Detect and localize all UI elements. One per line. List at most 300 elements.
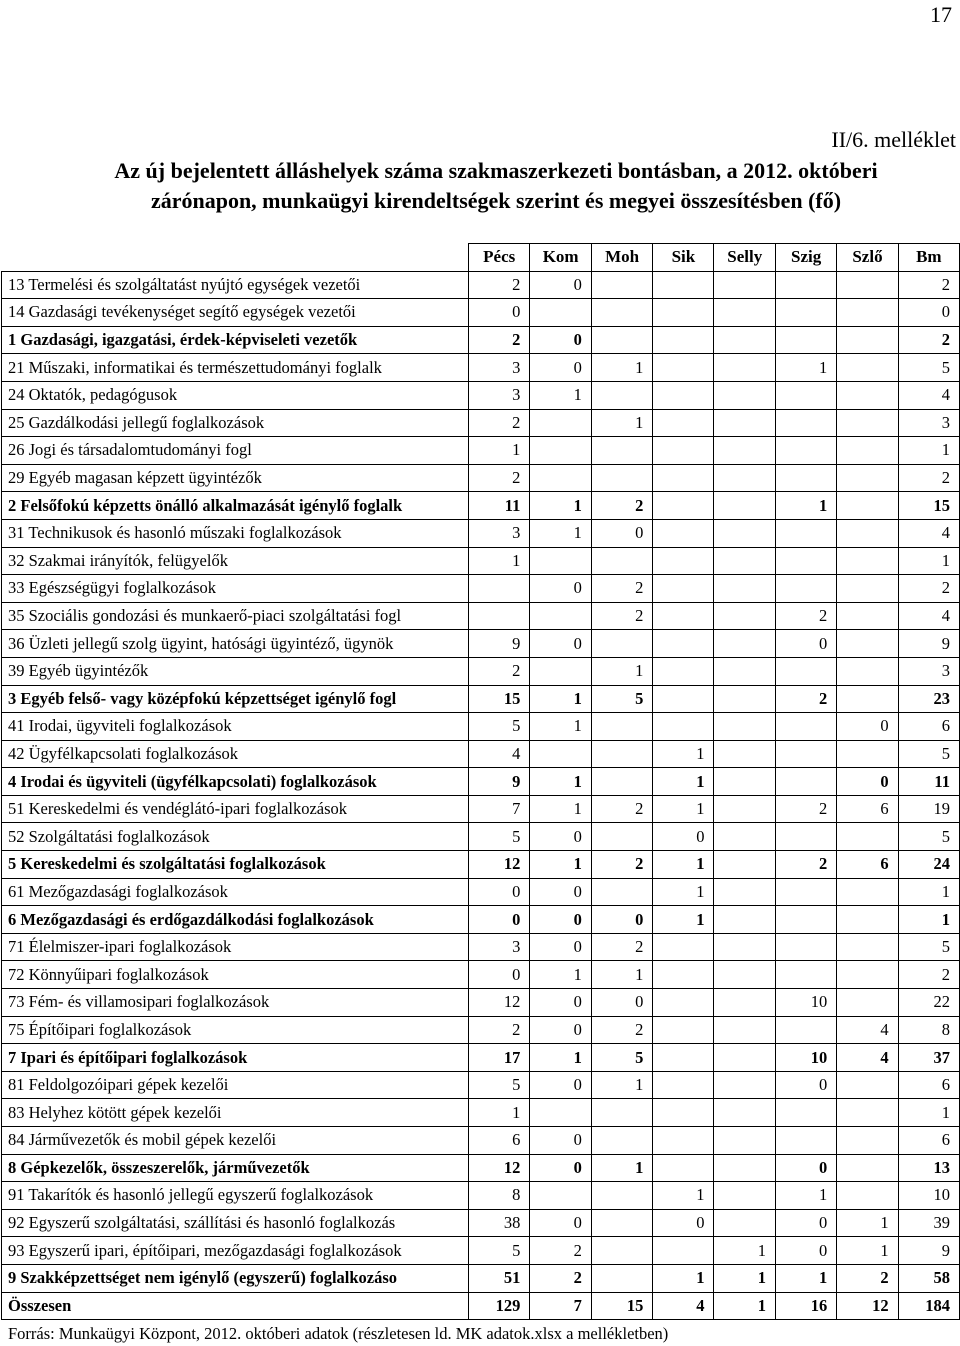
value-cell: 1 (591, 657, 652, 685)
value-cell: 6 (898, 713, 959, 741)
value-cell: 5 (898, 933, 959, 961)
value-cell: 1 (530, 851, 592, 879)
value-cell (714, 1154, 775, 1182)
value-cell (837, 1099, 898, 1127)
value-cell (653, 437, 714, 465)
column-header: Szig (775, 244, 836, 272)
value-cell: 3 (898, 409, 959, 437)
value-cell: 58 (898, 1264, 959, 1292)
value-cell (530, 602, 592, 630)
value-cell (837, 492, 898, 520)
value-cell: 6 (469, 1127, 530, 1155)
value-cell (653, 630, 714, 658)
value-cell (837, 657, 898, 685)
value-cell: 1 (775, 1264, 836, 1292)
value-cell: 1 (469, 1099, 530, 1127)
value-cell: 4 (898, 602, 959, 630)
row-label: 3 Egyéb felső- vagy középfokú képzettséget igénylő fogl (2, 685, 469, 713)
value-cell: 0 (591, 989, 652, 1017)
value-cell (775, 381, 836, 409)
value-cell (653, 575, 714, 603)
value-cell: 0 (530, 989, 592, 1017)
table-row (2, 1016, 960, 1044)
value-cell: 1 (591, 409, 652, 437)
value-cell: 1 (775, 492, 836, 520)
value-cell (591, 713, 652, 741)
row-label: 81 Feldolgozóipari gépek kezelői (2, 1071, 469, 1099)
value-cell (714, 851, 775, 879)
value-cell (714, 326, 775, 354)
source-note: Forrás: Munkaügyi Központ, 2012. októberi adatok (részletesen ld. MK adatok.xlsx a mellékletben) (8, 1324, 669, 1343)
value-cell: 2 (775, 685, 836, 713)
table-row (2, 326, 960, 354)
value-cell (837, 878, 898, 906)
value-cell: 9 (469, 768, 530, 796)
value-cell (530, 464, 592, 492)
row-label: 71 Élelmiszer-ipari foglalkozások (2, 933, 469, 961)
value-cell: 2 (775, 851, 836, 879)
value-cell: 19 (898, 795, 959, 823)
value-cell: 0 (591, 906, 652, 934)
row-label: 25 Gazdálkodási jellegű foglalkozások (2, 409, 469, 437)
value-cell: 1 (898, 878, 959, 906)
value-cell: 24 (898, 851, 959, 879)
value-cell: 2 (775, 602, 836, 630)
value-cell (591, 464, 652, 492)
value-cell (653, 299, 714, 327)
column-header: Selly (714, 244, 775, 272)
value-cell (775, 326, 836, 354)
row-label: 1 Gazdasági, igazgatási, érdek-képviseleti vezetők (2, 326, 469, 354)
value-cell (591, 437, 652, 465)
document-title (46, 156, 946, 216)
row-label: 83 Helyhez kötött gépek kezelői (2, 1099, 469, 1127)
value-cell: 0 (530, 933, 592, 961)
column-header: Pécs (469, 244, 530, 272)
page-number: 17 (930, 2, 952, 27)
value-cell: 0 (591, 519, 652, 547)
value-cell: 2 (898, 961, 959, 989)
value-cell (653, 602, 714, 630)
value-cell (714, 657, 775, 685)
value-cell: 1 (530, 519, 592, 547)
value-cell (714, 713, 775, 741)
table-row (2, 906, 960, 934)
value-cell (837, 381, 898, 409)
value-cell (653, 961, 714, 989)
value-cell (469, 602, 530, 630)
value-cell (837, 271, 898, 299)
value-cell: 0 (469, 906, 530, 934)
value-cell (775, 657, 836, 685)
value-cell (653, 989, 714, 1017)
value-cell (775, 1127, 836, 1155)
row-label: 7 Ipari és építőipari foglalkozások (2, 1044, 469, 1072)
value-cell: 0 (530, 878, 592, 906)
header-corner (2, 244, 469, 272)
value-cell: 2 (898, 271, 959, 299)
table-row (2, 1127, 960, 1155)
value-cell (837, 740, 898, 768)
column-header: Bm (898, 244, 959, 272)
value-cell: 15 (591, 1292, 652, 1320)
value-cell (837, 1154, 898, 1182)
row-label: 42 Ügyfélkapcsolati foglalkozások (2, 740, 469, 768)
value-cell: 5 (591, 1044, 652, 1072)
value-cell: 12 (837, 1292, 898, 1320)
value-cell (714, 409, 775, 437)
table-row (2, 437, 960, 465)
value-cell (591, 271, 652, 299)
table-row (2, 1099, 960, 1127)
value-cell (775, 906, 836, 934)
value-cell (714, 878, 775, 906)
table-row (2, 271, 960, 299)
value-cell (653, 713, 714, 741)
row-label: 33 Egészségügyi foglalkozások (2, 575, 469, 603)
value-cell (775, 437, 836, 465)
table-row (2, 1154, 960, 1182)
value-cell: 2 (591, 575, 652, 603)
value-cell: 2 (469, 657, 530, 685)
row-label: 84 Járművezetők és mobil gépek kezelői (2, 1127, 469, 1155)
row-label: 26 Jogi és társadalomtudományi fogl (2, 437, 469, 465)
annex-label: II/6. melléklet (831, 127, 956, 152)
row-label: 8 Gépkezelők, összeszerelők, járművezetők (2, 1154, 469, 1182)
value-cell: 0 (530, 823, 592, 851)
value-cell (591, 1237, 652, 1265)
row-label: 35 Szociális gondozási és munkaerő-piaci szolgáltatási fogl (2, 602, 469, 630)
value-cell: 1 (714, 1292, 775, 1320)
value-cell: 7 (469, 795, 530, 823)
row-label: 29 Egyéb magasan képzett ügyintézők (2, 464, 469, 492)
value-cell: 2 (469, 326, 530, 354)
value-cell (775, 823, 836, 851)
value-cell: 129 (469, 1292, 530, 1320)
value-cell (837, 354, 898, 382)
value-cell (775, 464, 836, 492)
value-cell: 10 (775, 989, 836, 1017)
value-cell: 0 (775, 1154, 836, 1182)
value-cell: 4 (898, 381, 959, 409)
table-row (2, 657, 960, 685)
value-cell (714, 602, 775, 630)
value-cell (591, 1099, 652, 1127)
value-cell (775, 1016, 836, 1044)
value-cell: 2 (530, 1237, 592, 1265)
table-row (2, 547, 960, 575)
value-cell: 1 (530, 713, 592, 741)
value-cell: 2 (469, 1016, 530, 1044)
value-cell: 2 (591, 795, 652, 823)
value-cell: 2 (591, 933, 652, 961)
value-cell (837, 326, 898, 354)
value-cell: 3 (469, 519, 530, 547)
value-cell: 0 (898, 299, 959, 327)
value-cell (775, 961, 836, 989)
value-cell (530, 299, 592, 327)
value-cell (530, 437, 592, 465)
value-cell: 2 (898, 326, 959, 354)
value-cell (837, 933, 898, 961)
value-cell: 0 (530, 575, 592, 603)
value-cell: 1 (775, 1182, 836, 1210)
value-cell (653, 1237, 714, 1265)
value-cell (775, 409, 836, 437)
value-cell: 15 (469, 685, 530, 713)
row-label: 93 Egyszerű ipari, építőipari, mezőgazdasági foglalkozások (2, 1237, 469, 1265)
row-label: 72 Könnyűipari foglalkozások (2, 961, 469, 989)
value-cell: 2 (530, 1264, 592, 1292)
value-cell: 5 (898, 354, 959, 382)
value-cell: 184 (898, 1292, 959, 1320)
value-cell (653, 326, 714, 354)
row-label: 61 Mezőgazdasági foglalkozások (2, 878, 469, 906)
value-cell: 0 (530, 326, 592, 354)
value-cell: 11 (469, 492, 530, 520)
value-cell: 0 (469, 961, 530, 989)
value-cell (775, 519, 836, 547)
value-cell (591, 823, 652, 851)
value-cell: 2 (469, 271, 530, 299)
table-row (2, 823, 960, 851)
value-cell: 1 (591, 1071, 652, 1099)
value-cell (714, 575, 775, 603)
column-header: Moh (591, 244, 652, 272)
value-cell: 5 (898, 823, 959, 851)
value-cell (714, 740, 775, 768)
value-cell: 13 (898, 1154, 959, 1182)
value-cell (714, 630, 775, 658)
value-cell (591, 878, 652, 906)
value-cell (714, 1016, 775, 1044)
value-cell (653, 685, 714, 713)
value-cell (653, 1016, 714, 1044)
value-cell: 2 (898, 575, 959, 603)
value-cell: 1 (898, 906, 959, 934)
value-cell (591, 1127, 652, 1155)
value-cell (775, 768, 836, 796)
value-cell: 1 (530, 492, 592, 520)
value-cell: 1 (837, 1209, 898, 1237)
value-cell: 39 (898, 1209, 959, 1237)
table-row (2, 933, 960, 961)
value-cell (837, 1071, 898, 1099)
value-cell (775, 1099, 836, 1127)
value-cell (837, 685, 898, 713)
value-cell: 22 (898, 989, 959, 1017)
row-label: 9 Szakképzettséget nem igénylő (egyszerű) foglalkozáso (2, 1264, 469, 1292)
value-cell: 12 (469, 851, 530, 879)
value-cell: 4 (469, 740, 530, 768)
table-body (2, 271, 960, 1320)
value-cell (775, 299, 836, 327)
row-label: 14 Gazdasági tevékenységet segítő egységek vezetői (2, 299, 469, 327)
value-cell: 17 (469, 1044, 530, 1072)
value-cell (653, 657, 714, 685)
table-row (2, 1264, 960, 1292)
row-label: 92 Egyszerű szolgáltatási, szállítási és hasonló foglalkozás (2, 1209, 469, 1237)
value-cell: 1 (653, 851, 714, 879)
value-cell (530, 1099, 592, 1127)
value-cell: 5 (469, 1237, 530, 1265)
value-cell: 1 (714, 1264, 775, 1292)
value-cell (775, 713, 836, 741)
value-cell: 6 (837, 851, 898, 879)
value-cell: 0 (530, 1016, 592, 1044)
value-cell: 7 (530, 1292, 592, 1320)
value-cell: 3 (469, 354, 530, 382)
table-row (2, 409, 960, 437)
value-cell: 11 (898, 768, 959, 796)
value-cell: 6 (837, 795, 898, 823)
value-cell: 0 (530, 1209, 592, 1237)
value-cell (714, 768, 775, 796)
table-row (2, 354, 960, 382)
value-cell (653, 1127, 714, 1155)
value-cell (837, 602, 898, 630)
row-label: 51 Kereskedelmi és vendéglátó-ipari foglalkozások (2, 795, 469, 823)
value-cell: 0 (530, 906, 592, 934)
value-cell (775, 933, 836, 961)
value-cell (837, 575, 898, 603)
value-cell: 1 (898, 437, 959, 465)
value-cell (591, 381, 652, 409)
table-row (2, 464, 960, 492)
value-cell: 1 (653, 795, 714, 823)
value-cell: 3 (898, 657, 959, 685)
value-cell: 1 (898, 547, 959, 575)
job-vacancy-table (1, 243, 960, 1320)
value-cell (837, 906, 898, 934)
value-cell (714, 519, 775, 547)
value-cell: 0 (837, 713, 898, 741)
value-cell (591, 768, 652, 796)
value-cell (714, 795, 775, 823)
value-cell: 1 (530, 961, 592, 989)
value-cell (837, 989, 898, 1017)
value-cell (775, 547, 836, 575)
column-header: Sik (653, 244, 714, 272)
value-cell (530, 409, 592, 437)
value-cell (591, 326, 652, 354)
row-label: 5 Kereskedelmi és szolgáltatási foglalkozások (2, 851, 469, 879)
value-cell (714, 299, 775, 327)
title-line-1: Az új bejelentett álláshelyek száma szakmaszerkezeti bontásban, a 2012. októberi (114, 158, 878, 183)
value-cell: 5 (469, 1071, 530, 1099)
value-cell (653, 354, 714, 382)
row-label: Összesen (2, 1292, 469, 1320)
value-cell (837, 464, 898, 492)
value-cell (714, 685, 775, 713)
value-cell (653, 933, 714, 961)
value-cell (591, 630, 652, 658)
value-cell: 10 (775, 1044, 836, 1072)
value-cell (653, 547, 714, 575)
value-cell: 1 (653, 1182, 714, 1210)
value-cell (591, 547, 652, 575)
row-label: 6 Mezőgazdasági és erdőgazdálkodási foglalkozások (2, 906, 469, 934)
value-cell (837, 437, 898, 465)
value-cell: 1 (591, 1154, 652, 1182)
value-cell (714, 464, 775, 492)
value-cell (714, 933, 775, 961)
value-cell (837, 299, 898, 327)
value-cell (714, 547, 775, 575)
value-cell: 1 (653, 1264, 714, 1292)
table-row (2, 630, 960, 658)
value-cell: 0 (775, 630, 836, 658)
value-cell: 6 (898, 1071, 959, 1099)
value-cell: 10 (898, 1182, 959, 1210)
value-cell: 0 (775, 1237, 836, 1265)
value-cell: 5 (469, 823, 530, 851)
value-cell: 2 (591, 602, 652, 630)
value-cell: 2 (469, 409, 530, 437)
value-cell: 1 (653, 906, 714, 934)
value-cell: 3 (469, 381, 530, 409)
table-row (2, 713, 960, 741)
row-label: 73 Fém- és villamosipari foglalkozások (2, 989, 469, 1017)
value-cell: 0 (775, 1071, 836, 1099)
value-cell (653, 492, 714, 520)
value-cell (591, 1209, 652, 1237)
value-cell (714, 437, 775, 465)
value-cell (530, 740, 592, 768)
value-cell: 8 (898, 1016, 959, 1044)
value-cell (837, 409, 898, 437)
value-cell (530, 657, 592, 685)
value-cell: 4 (898, 519, 959, 547)
row-label: 24 Oktatók, pedagógusok (2, 381, 469, 409)
value-cell (775, 878, 836, 906)
table-row (2, 989, 960, 1017)
value-cell (530, 1182, 592, 1210)
value-cell: 9 (898, 1237, 959, 1265)
value-cell: 23 (898, 685, 959, 713)
table-row (2, 1292, 960, 1320)
title-line-2: zárónapon, munkaügyi kirendeltségek szerint és megyei összesítésben (fő) (150, 188, 842, 213)
value-cell: 2 (775, 795, 836, 823)
value-cell: 0 (469, 299, 530, 327)
value-cell: 0 (530, 271, 592, 299)
row-label: 4 Irodai és ügyviteli (ügyfélkapcsolati) foglalkozások (2, 768, 469, 796)
value-cell: 1 (775, 354, 836, 382)
value-cell: 15 (898, 492, 959, 520)
value-cell (837, 961, 898, 989)
value-cell: 12 (469, 1154, 530, 1182)
value-cell: 9 (469, 630, 530, 658)
value-cell: 4 (653, 1292, 714, 1320)
value-cell (653, 464, 714, 492)
value-cell (591, 299, 652, 327)
value-cell: 3 (469, 933, 530, 961)
table-row (2, 1044, 960, 1072)
table-row (2, 492, 960, 520)
value-cell: 0 (530, 1071, 592, 1099)
value-cell: 0 (837, 768, 898, 796)
value-cell: 0 (653, 823, 714, 851)
row-label: 39 Egyéb ügyintézők (2, 657, 469, 685)
value-cell: 0 (775, 1209, 836, 1237)
value-cell: 1 (530, 768, 592, 796)
value-cell (653, 1071, 714, 1099)
value-cell (837, 547, 898, 575)
value-cell: 5 (591, 685, 652, 713)
table-row (2, 1209, 960, 1237)
value-cell: 51 (469, 1264, 530, 1292)
value-cell: 1 (653, 740, 714, 768)
